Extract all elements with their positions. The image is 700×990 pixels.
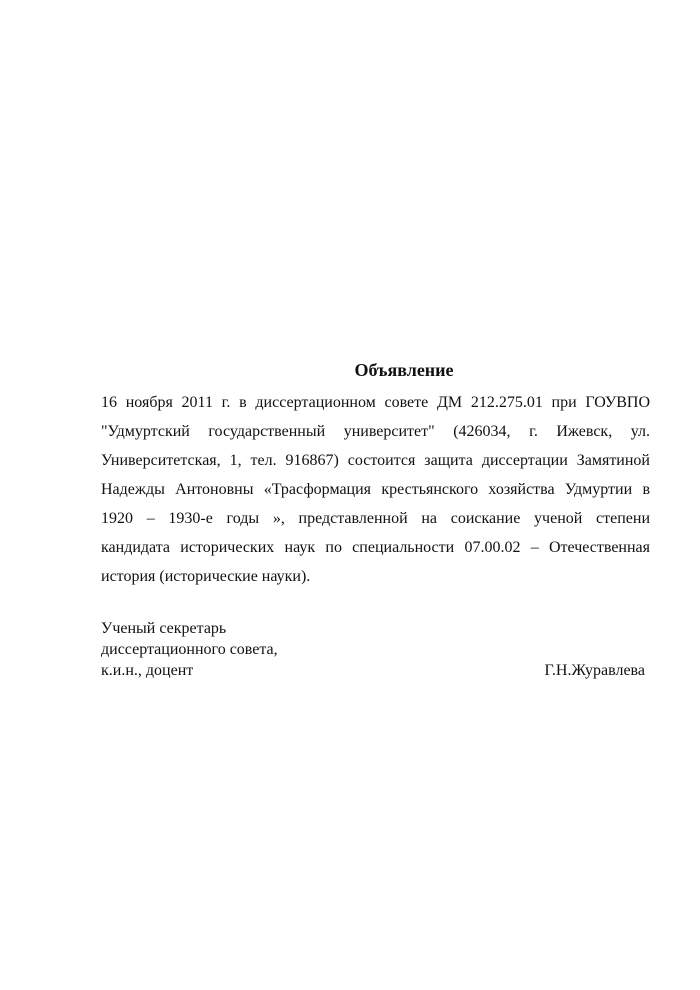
signature-line: диссертационного совета, bbox=[101, 641, 278, 658]
body-line: 16 ноября 2011 г. в диссертационном совете ДМ 212.275.01 при ГОУВПО bbox=[101, 394, 650, 411]
body-line: "Удмуртский государственный университет" (426034, г. Ижевск, ул. bbox=[101, 423, 650, 440]
signature-line: Ученый секретарь bbox=[101, 620, 227, 637]
announcement-body bbox=[101, 388, 650, 591]
signature-line: к.и.н., доцент bbox=[101, 662, 194, 679]
body-line: кандидата исторических наук по специальности 07.00.02 – Отечественная bbox=[101, 539, 650, 556]
signature-block bbox=[101, 618, 650, 681]
body-line: 1920 – 1930-е годы », представленной на соискание ученой степени bbox=[101, 510, 650, 527]
signatory-name: Г.Н.Журавлева bbox=[544, 662, 645, 679]
body-line: Надежды Антоновны «Трасформация крестьянского хозяйства Удмуртии в bbox=[101, 481, 650, 498]
signature-line-with-name bbox=[101, 660, 650, 681]
document-title: Объявление bbox=[354, 360, 454, 380]
body-line: Университетская, 1, тел. 916867) состоится защита диссертации Замятиной bbox=[101, 452, 650, 469]
body-line: история (исторические науки). bbox=[101, 568, 311, 585]
